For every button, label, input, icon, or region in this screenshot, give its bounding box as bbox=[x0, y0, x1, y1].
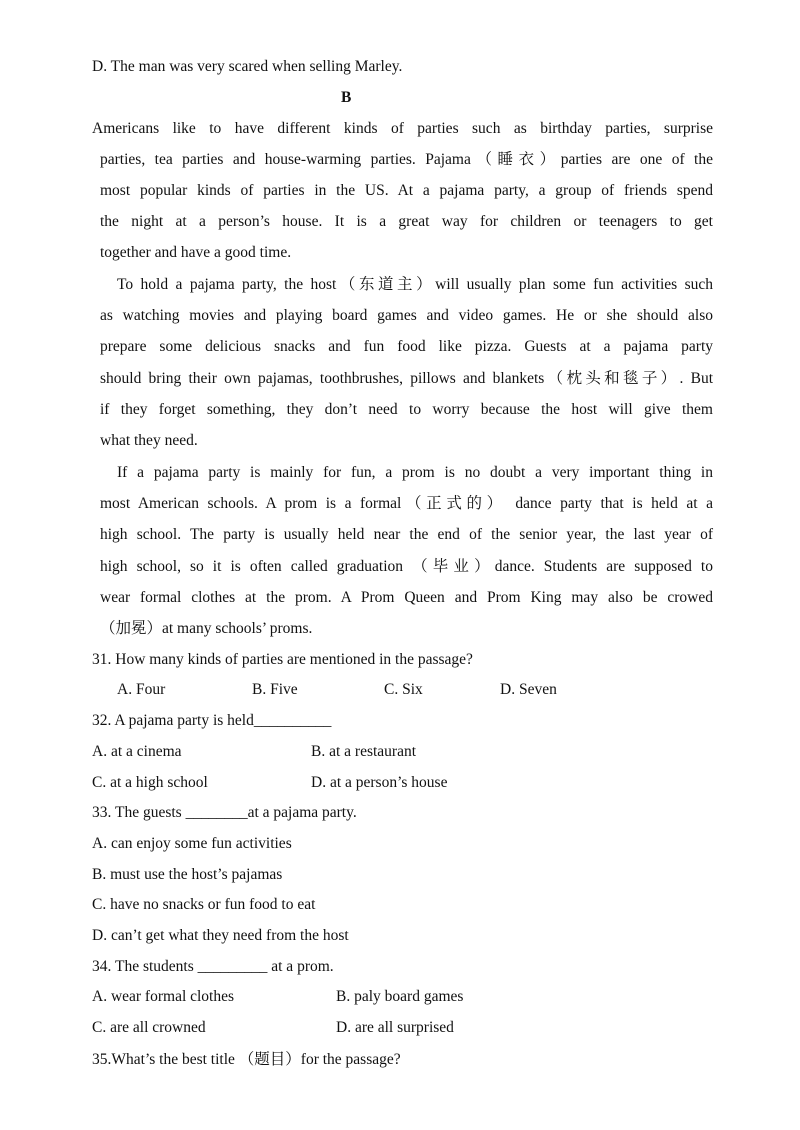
passage-p3-line-6: （加冕）at many schools’ proms. bbox=[100, 620, 313, 637]
q34-option-c[interactable]: C. are all crowned bbox=[92, 1019, 206, 1036]
passage-p1-line-4: the night at a person’s house. It is a great way for children or teenagers to get bbox=[100, 213, 713, 230]
q34-option-b[interactable]: B. paly board games bbox=[336, 988, 464, 1005]
q32-option-b[interactable]: B. at a restaurant bbox=[311, 743, 417, 760]
passage-p3-line-2: most American schools. A prom is a formal（正式的） dance party that is held at a bbox=[100, 495, 713, 512]
question-31-stem: 31. How many kinds of parties are mentioned in the passage? bbox=[92, 651, 473, 668]
q34-option-d[interactable]: D. are all surprised bbox=[336, 1019, 454, 1036]
q32-option-c[interactable]: C. at a high school bbox=[92, 774, 208, 791]
question-35-stem: 35.What’s the best title （题目）for the passage? bbox=[92, 1051, 401, 1068]
passage-p2-line-4: should bring their own pajamas, toothbrushes, pillows and blankets（枕头和毯子）. But bbox=[100, 370, 713, 387]
passage-p2-line-3: prepare some delicious snacks and fun food like pizza. Guests at a pajama party bbox=[100, 338, 713, 355]
passage-p2-line-6: what they need. bbox=[100, 432, 198, 449]
question-32-stem: 32. A pajama party is held__________ bbox=[92, 712, 332, 729]
q32-option-d[interactable]: D. at a person’s house bbox=[311, 774, 448, 791]
passage-p2-line-5: if they forget something, they don’t need to worry because the host will give them bbox=[100, 401, 713, 418]
q34-option-a[interactable]: A. wear formal clothes bbox=[92, 988, 235, 1005]
passage-p2-line-1: To hold a pajama party, the host（东道主）will usually plan some fun activities such bbox=[117, 276, 713, 293]
passage-p1-line-1: Americans like to have different kinds of parties such as birthday parties, surprise bbox=[92, 120, 713, 137]
passage-p1-line-5: together and have a good time. bbox=[100, 244, 292, 261]
passage-p3-line-3: high school. The party is usually held near the end of the senior year, the last year of bbox=[100, 526, 713, 543]
q31-option-c[interactable]: C. Six bbox=[384, 681, 423, 698]
q31-option-a[interactable]: A. Four bbox=[117, 681, 166, 698]
q31-option-d[interactable]: D. Seven bbox=[500, 681, 557, 698]
q32-option-a[interactable]: A. at a cinema bbox=[92, 743, 182, 760]
passage-p1-line-2: parties, tea parties and house-warming parties. Pajama（睡衣）parties are one of the bbox=[100, 151, 713, 168]
previous-option-d: D. The man was very scared when selling Marley. bbox=[92, 58, 403, 75]
question-34-stem: 34. The students _________ at a prom. bbox=[92, 958, 334, 975]
passage-p3-line-4: high school, so it is often called graduation （毕业）dance. Students are supposed to bbox=[100, 558, 713, 575]
q31-option-b[interactable]: B. Five bbox=[252, 681, 298, 698]
q33-option-d[interactable]: D. can’t get what they need from the host bbox=[92, 927, 349, 944]
q33-option-b[interactable]: B. must use the host’s pajamas bbox=[92, 866, 283, 883]
passage-p3-line-5: wear formal clothes at the prom. A Prom Queen and Prom King may also be crowed bbox=[100, 589, 713, 606]
passage-p3-line-1: If a pajama party is mainly for fun, a prom is no doubt a very important thing in bbox=[117, 464, 713, 481]
q33-option-a[interactable]: A. can enjoy some fun activities bbox=[92, 835, 292, 852]
q33-option-c[interactable]: C. have no snacks or fun food to eat bbox=[92, 896, 316, 913]
passage-p2-line-2: as watching movies and playing board games and video games. He or she should also bbox=[100, 307, 713, 324]
question-33-stem: 33. The guests ________at a pajama party. bbox=[92, 804, 357, 821]
passage-p1-line-3: most popular kinds of parties in the US. At a pajama party, a group of friends spend bbox=[100, 182, 713, 199]
section-heading: B bbox=[341, 89, 352, 106]
